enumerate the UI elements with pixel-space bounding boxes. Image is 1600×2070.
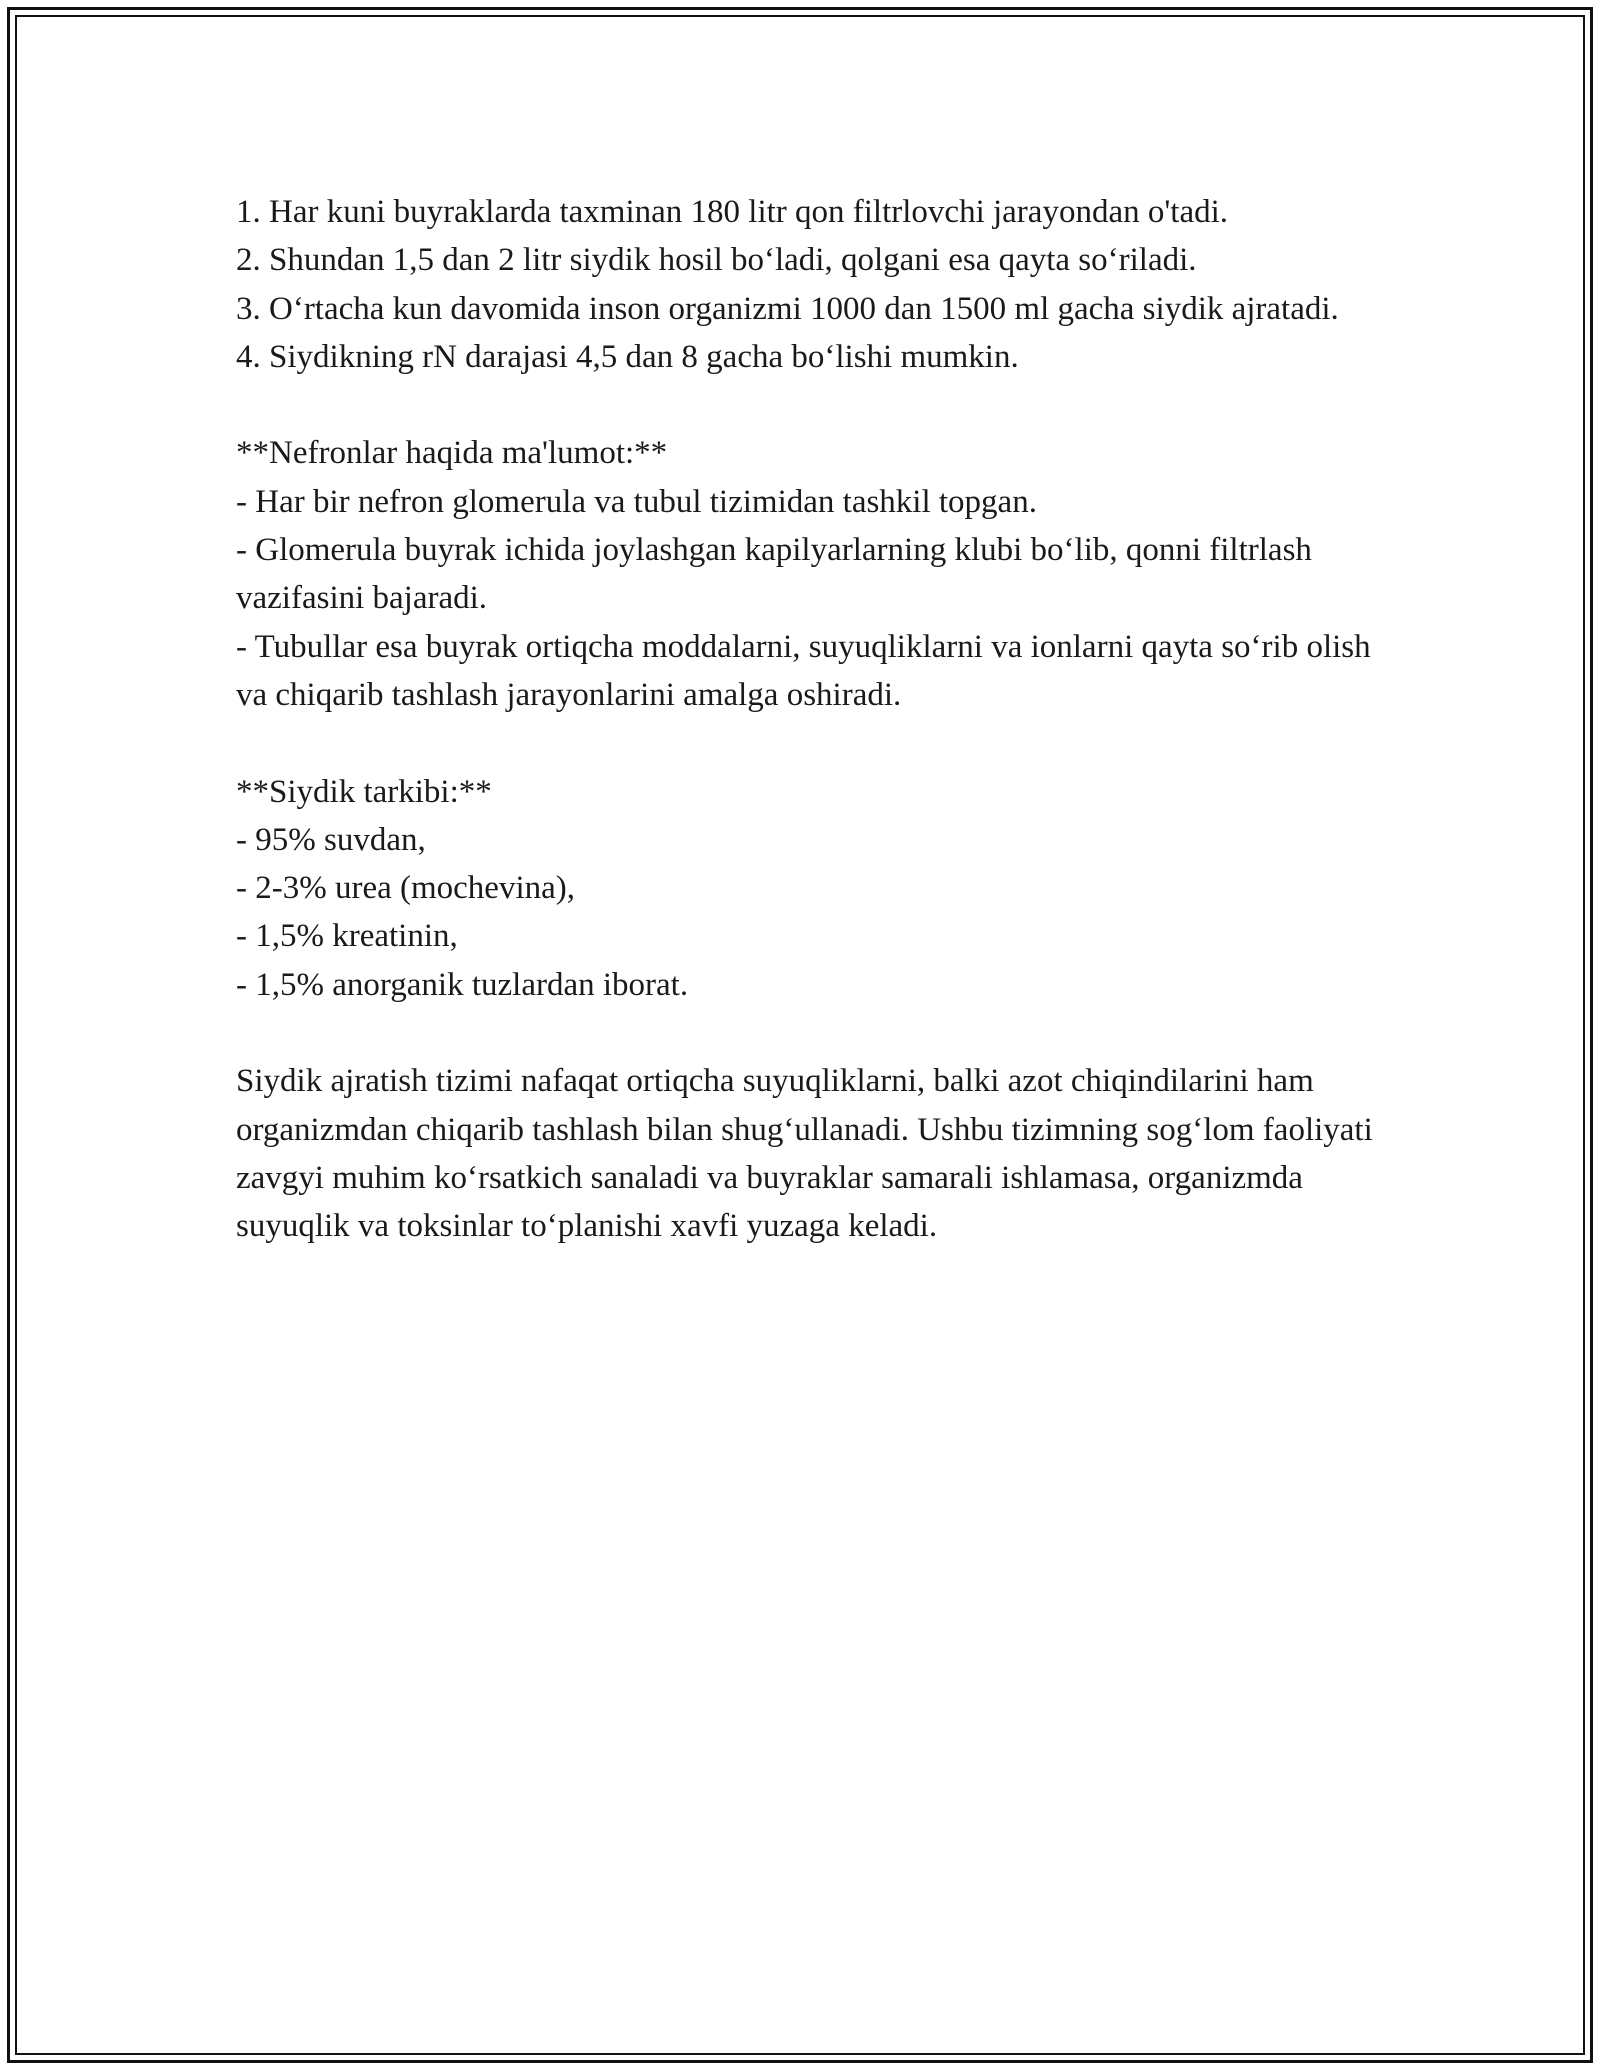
list-item: - Har bir nefron glomerula va tubul tizimidan tashkil topgan. <box>236 483 1037 520</box>
list-item: - 1,5% anorganik tuzlardan iborat. <box>236 966 689 1003</box>
list-item: - 2-3% urea (mochevina), <box>236 870 576 907</box>
list-item: 3. O‘rtacha kun davomida inson organizmi 1000 dan 1500 ml gacha siydik ajratadi. <box>236 290 1339 327</box>
spacer <box>236 1009 1396 1057</box>
spacer <box>236 719 1396 767</box>
section-heading: **Siydik tarkibi:** <box>236 773 492 810</box>
document-body <box>236 188 1396 1251</box>
list-item: - Glomerula buyrak ichida joylashgan kapilyarlarning klubi bo‘lib, qonni filtrlash vazifasini bajaradi. <box>236 532 1312 617</box>
list-item: 2. Shundan 1,5 dan 2 litr siydik hosil bo‘ladi, qolgani esa qayta so‘riladi. <box>236 242 1197 279</box>
section-heading: **Nefronlar haqida ma'lumot:** <box>236 435 668 472</box>
spacer <box>236 381 1396 429</box>
list-item: - 1,5% kreatinin, <box>236 918 458 955</box>
urine-composition-section <box>236 768 1396 1009</box>
list-item: 1. Har kuni buyraklarda taxminan 180 litr qon filtrlovchi jarayondan o'tadi. <box>236 194 1229 230</box>
nephrons-section <box>236 429 1396 719</box>
list-item: - 95% suvdan, <box>236 821 426 858</box>
list-item: 4. Siydikning rN darajasi 4,5 dan 8 gacha bo‘lishi mumkin. <box>236 338 1019 375</box>
list-item: - Tubullar esa buyrak ortiqcha moddalarni, suyuqliklarni va ionlarni qayta so‘rib olish va chiqarib tashlash jarayonlarini amalga oshiradi. <box>236 628 1371 713</box>
numbered-list <box>236 188 1396 381</box>
conclusion-paragraph: Siydik ajratish tizimi nafaqat ortiqcha suyuqliklarni, balki azot chiqindilarini ham organizmdan chiqarib tashlash bilan shug‘ullanadi. Ushbu tizimning sog‘lom faoliyati zavgyi muhim ko‘rsatkich sanaladi va buyraklar samarali ishlamasa, organizmda suyuqlik va toksinlar to‘planishi xavfi yuzaga keladi. <box>236 1063 1373 1245</box>
